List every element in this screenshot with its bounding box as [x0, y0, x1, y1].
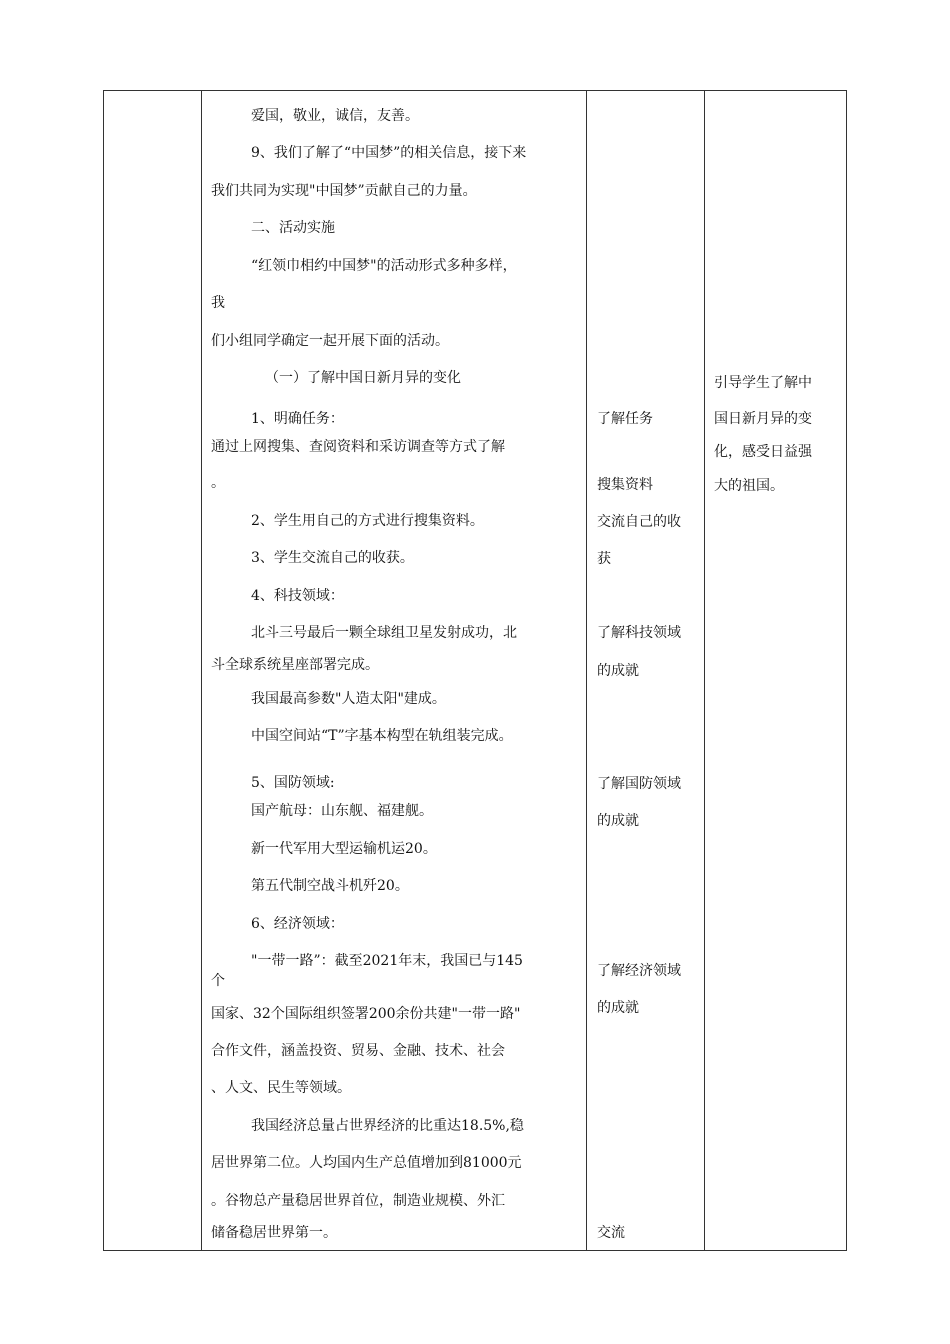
design-intent-line: 引导学生了解中	[714, 375, 812, 391]
content-line: 斗全球系统星座部署完成。	[211, 657, 379, 673]
content-line: 我们共同为实现"中国梦”贡献自己的力量。	[211, 183, 477, 199]
content-line: 我国经济总量占世界经济的比重达18.5%,稳	[251, 1118, 524, 1134]
content-line: 6、经济领域：	[251, 916, 344, 932]
student-activity-line: 交流自己的收	[597, 514, 681, 530]
content-line: 。谷物总产量稳居世界首位，制造业规模、外汇	[211, 1193, 505, 1209]
column-divider	[201, 91, 202, 1250]
content-line: 储备稳居世界第一。	[211, 1225, 337, 1241]
content-line: 们小组同学确定一起开展下面的活动。	[211, 333, 449, 349]
content-line: 个	[211, 973, 225, 989]
student-activity-line: 交流	[597, 1225, 625, 1241]
content-line: 4、科技领域：	[251, 588, 344, 604]
design-intent-line: 化，感受日益强	[714, 444, 812, 460]
content-line: 新一代军用大型运输机运20。	[251, 841, 437, 857]
subsection-heading: （一）了解中国日新月异的变化	[265, 370, 461, 386]
student-activity-line: 了解任务	[597, 411, 653, 427]
content-line: 。	[211, 475, 225, 491]
content-line: “红领巾相约中国梦"的活动形式多种多样，	[251, 258, 517, 274]
student-activity-line: 了解经济领域	[597, 963, 681, 979]
content-line: 9、我们了解了“中国梦”的相关信息，接下来	[251, 145, 527, 161]
content-line: 爱国，敬业，诚信，友善。	[251, 108, 419, 124]
content-line: "一带一路”：截至2021年末，我国已与145	[251, 953, 523, 969]
content-line: 、人文、民生等领域。	[211, 1080, 351, 1096]
content-line: 通过上网搜集、查阅资料和采访调查等方式了解	[211, 439, 505, 455]
content-line: 我国最高参数"人造太阳"建成。	[251, 691, 446, 707]
student-activity-line: 的成就	[597, 1000, 639, 1016]
section-heading: 二、活动实施	[251, 220, 335, 236]
content-line: 1、明确任务：	[251, 411, 344, 427]
student-activity-line: 了解国防领域	[597, 776, 681, 792]
student-activity-line: 的成就	[597, 813, 639, 829]
content-line: 5、国防领域:	[251, 775, 335, 791]
student-activity-line: 搜集资料	[597, 477, 653, 493]
content-line: 国产航母：山东舰、福建舰。	[251, 803, 433, 819]
student-activity-line: 了解科技领域	[597, 625, 681, 641]
column-divider	[586, 91, 587, 1250]
content-line: 居世界第二位。人均国内生产总值增加到81000元	[211, 1155, 522, 1171]
content-line: 合作文件，涵盖投资、贸易、金融、技术、社会	[211, 1043, 505, 1059]
content-line: 第五代制空战斗机歼20。	[251, 878, 409, 894]
content-line: 国家、32个国际组织签署200余份共建"一带一路"	[211, 1006, 521, 1022]
content-line: 北斗三号最后一颗全球组卫星发射成功，北	[251, 625, 517, 641]
content-line: 中国空间站“T”字基本构型在轨组装完成。	[251, 728, 513, 744]
content-line: 我	[211, 295, 225, 311]
design-intent-line: 大的祖国。	[714, 478, 784, 494]
content-line: 3、学生交流自己的收获。	[251, 550, 414, 566]
column-divider	[704, 91, 705, 1250]
design-intent-line: 国日新月异的变	[714, 411, 812, 427]
student-activity-line: 的成就	[597, 663, 639, 679]
content-line: 2、学生用自己的方式进行搜集资料。	[251, 513, 484, 529]
student-activity-line: 获	[597, 551, 611, 567]
